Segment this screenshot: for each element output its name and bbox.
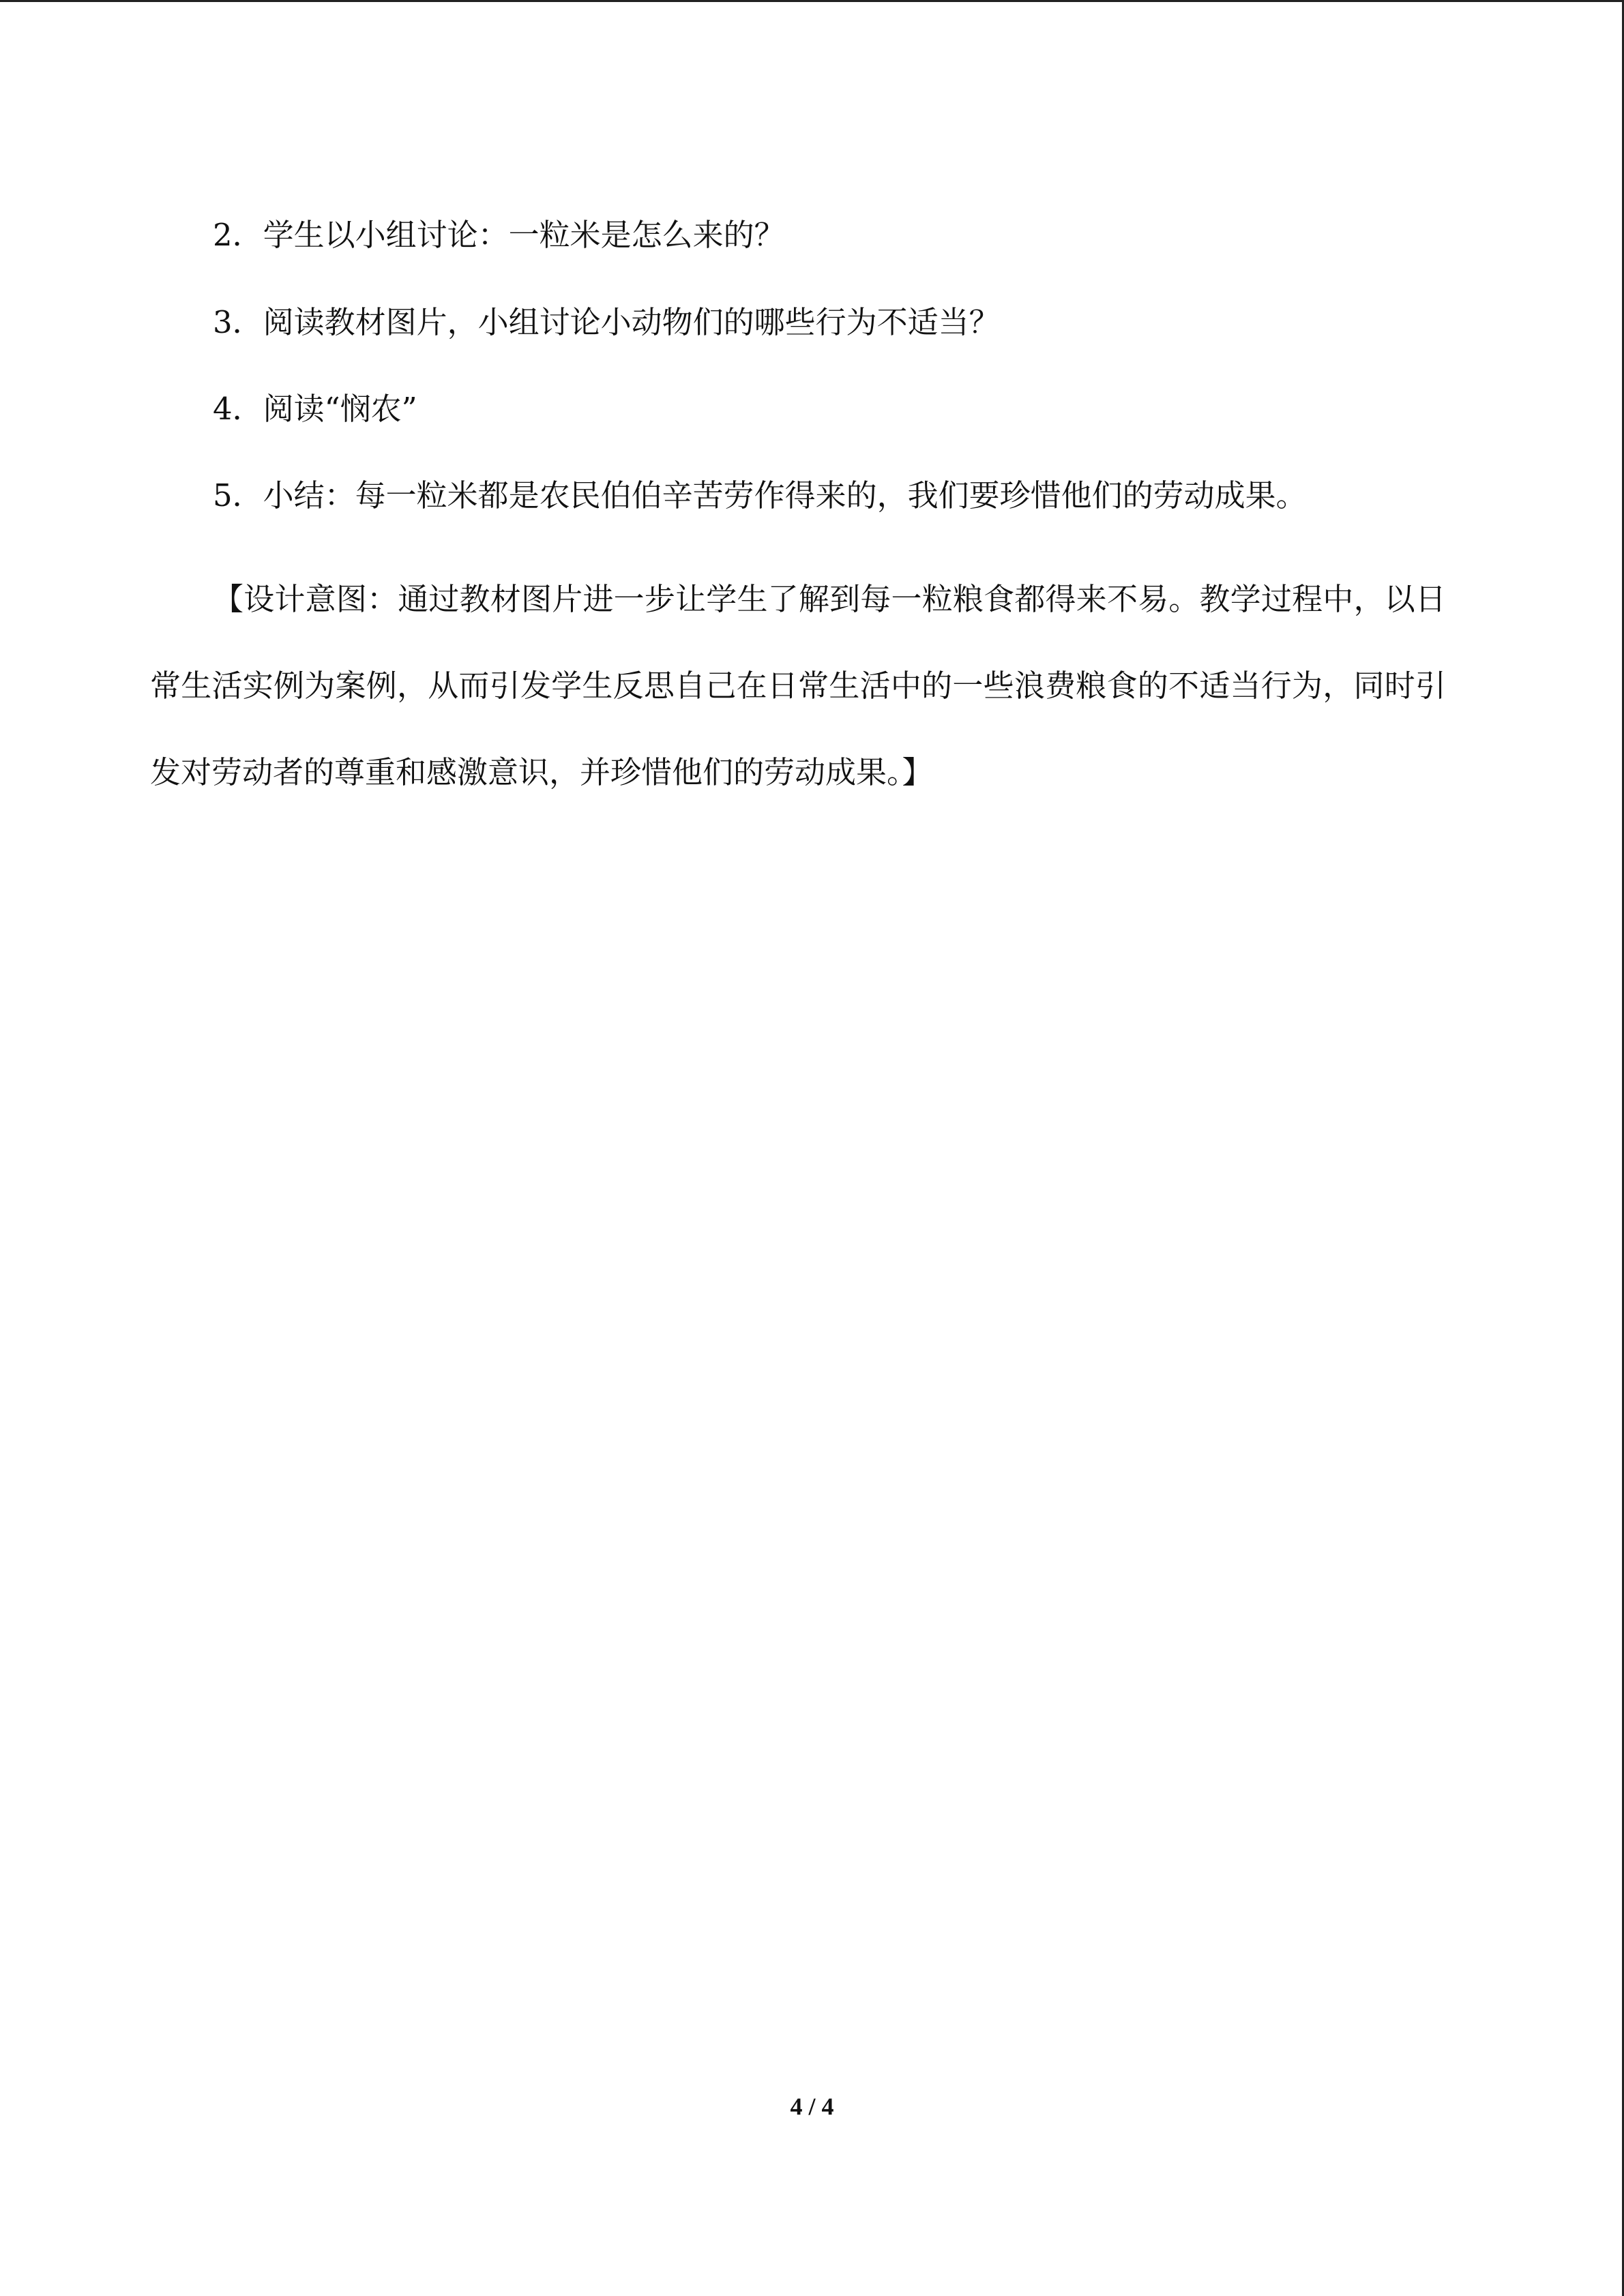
list-item: 4．阅读“悯农”	[213, 391, 417, 427]
design-intent-paragraph: 【设计意图：通过教材图片进一步让学生了解到每一粒粮食都得来不易。教学过程中，以日常生活实例为案例，从而引发学生反思自己在日常生活中的一些浪费粮食的不适当行为，同时引发对劳动者的尊重和感激意识，并珍惜他们的劳动成果。】	[150, 581, 1446, 790]
page-top-border	[0, 0, 1624, 2]
list-item: 5．小结：每一粒米都是农民伯伯辛苦劳作得来的，我们要珍惜他们的劳动成果。	[213, 477, 1307, 513]
page-number: 4 / 4	[790, 2093, 834, 2120]
list-item: 3．阅读教材图片，小组讨论小动物们的哪些行为不适当？	[213, 304, 1000, 340]
list-item: 2．学生以小组讨论：一粒米是怎么来的？	[213, 217, 785, 253]
